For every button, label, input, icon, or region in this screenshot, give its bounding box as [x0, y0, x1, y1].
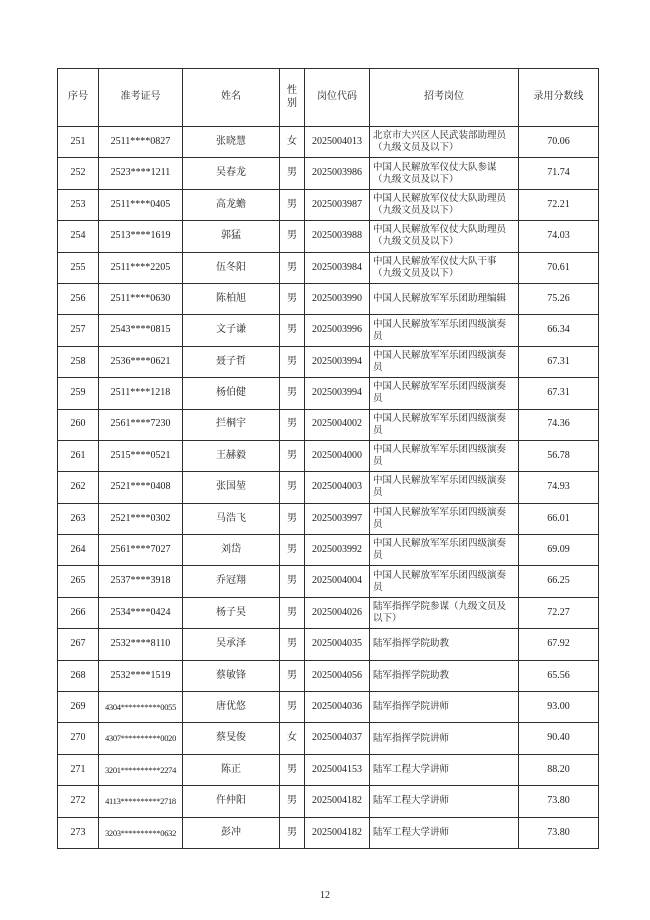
- cell-seq: 262: [58, 472, 99, 503]
- cell-seq: 269: [58, 692, 99, 723]
- cell-seq: 256: [58, 283, 99, 314]
- cell-code: 2025004056: [305, 660, 370, 691]
- cell-seq: 261: [58, 440, 99, 471]
- cell-name: 杨伯健: [183, 378, 280, 409]
- cell-gender: 男: [280, 315, 305, 346]
- recruitment-score-table: [57, 68, 599, 849]
- cell-ticket: 2515****0521: [99, 440, 183, 471]
- table-row: [58, 660, 599, 691]
- cell-ticket: 2511****0827: [99, 127, 183, 158]
- table-row: [58, 535, 599, 566]
- cell-gender: 男: [280, 472, 305, 503]
- cell-score: 69.09: [519, 535, 599, 566]
- cell-code: 2025003990: [305, 283, 370, 314]
- cell-name: 蔡敏锋: [183, 660, 280, 691]
- cell-position: 中国人民解放军军乐团四级演奏员: [370, 346, 519, 377]
- cell-gender: 男: [280, 786, 305, 817]
- cell-name: 唐优悠: [183, 692, 280, 723]
- cell-score: 72.27: [519, 597, 599, 628]
- cell-score: 74.36: [519, 409, 599, 440]
- cell-code: 2025004026: [305, 597, 370, 628]
- cell-name: 郭猛: [183, 221, 280, 252]
- table-row: [58, 566, 599, 597]
- table-row: [58, 597, 599, 628]
- column-header-name: 姓名: [183, 69, 280, 127]
- cell-ticket: 2543****0815: [99, 315, 183, 346]
- cell-position: 陆军指挥学院参谋（九级文员及以下）: [370, 597, 519, 628]
- cell-code: 2025004000: [305, 440, 370, 471]
- cell-gender: 女: [280, 127, 305, 158]
- cell-gender: 男: [280, 158, 305, 189]
- cell-seq: 264: [58, 535, 99, 566]
- cell-ticket: 2561****7027: [99, 535, 183, 566]
- column-header-score: 录用分数线: [519, 69, 599, 127]
- cell-ticket: 2523****1211: [99, 158, 183, 189]
- cell-gender: 女: [280, 723, 305, 754]
- table-row: [58, 378, 599, 409]
- column-header-seq: 序号: [58, 69, 99, 127]
- cell-code: 2025004182: [305, 817, 370, 848]
- cell-name: 聂子哲: [183, 346, 280, 377]
- cell-seq: 254: [58, 221, 99, 252]
- table-row: [58, 127, 599, 158]
- cell-ticket: 2521****0408: [99, 472, 183, 503]
- cell-score: 74.03: [519, 221, 599, 252]
- cell-seq: 253: [58, 189, 99, 220]
- table-body: [58, 127, 599, 849]
- cell-ticket: 2511****0630: [99, 283, 183, 314]
- table-row: [58, 786, 599, 817]
- cell-name: 张晓慧: [183, 127, 280, 158]
- cell-name: 文子谦: [183, 315, 280, 346]
- cell-score: 66.01: [519, 503, 599, 534]
- table-row: [58, 472, 599, 503]
- cell-code: 2025004182: [305, 786, 370, 817]
- cell-gender: 男: [280, 189, 305, 220]
- cell-score: 71.74: [519, 158, 599, 189]
- cell-position: 中国人民解放军军乐团四级演奏员: [370, 409, 519, 440]
- table-row: [58, 252, 599, 283]
- cell-position: 中国人民解放军仪仗大队助理员（九级文员及以下）: [370, 189, 519, 220]
- cell-ticket: 2511****2205: [99, 252, 183, 283]
- cell-code: 2025003988: [305, 221, 370, 252]
- cell-gender: 男: [280, 597, 305, 628]
- cell-position: 中国人民解放军仪仗大队助理员（九级文员及以下）: [370, 221, 519, 252]
- cell-gender: 男: [280, 692, 305, 723]
- cell-ticket: 2536****0621: [99, 346, 183, 377]
- cell-ticket: 3203**********0632: [99, 817, 183, 848]
- cell-code: 2025004002: [305, 409, 370, 440]
- cell-seq: 272: [58, 786, 99, 817]
- table-row: [58, 503, 599, 534]
- table-row: [58, 723, 599, 754]
- table-row: [58, 409, 599, 440]
- cell-code: 2025004037: [305, 723, 370, 754]
- table-row: [58, 440, 599, 471]
- cell-gender: 男: [280, 503, 305, 534]
- cell-code: 2025004004: [305, 566, 370, 597]
- cell-name: 仵仲阳: [183, 786, 280, 817]
- cell-seq: 252: [58, 158, 99, 189]
- cell-score: 56.78: [519, 440, 599, 471]
- cell-seq: 260: [58, 409, 99, 440]
- cell-score: 90.40: [519, 723, 599, 754]
- cell-position: 陆军指挥学院助教: [370, 629, 519, 660]
- table-row: [58, 692, 599, 723]
- cell-position: 中国人民解放军军乐团四级演奏员: [370, 440, 519, 471]
- cell-position: 陆军指挥学院讲师: [370, 692, 519, 723]
- table-row: [58, 346, 599, 377]
- cell-name: 乔冠翔: [183, 566, 280, 597]
- cell-gender: 男: [280, 535, 305, 566]
- column-header-gender: 性别: [280, 69, 305, 127]
- cell-name: 拦桐宇: [183, 409, 280, 440]
- cell-gender: 男: [280, 754, 305, 785]
- cell-ticket: 3201**********2274: [99, 754, 183, 785]
- cell-position: 中国人民解放军仪仗大队干事（九级文员及以下）: [370, 252, 519, 283]
- table-row: [58, 315, 599, 346]
- table-row: [58, 817, 599, 848]
- cell-gender: 男: [280, 629, 305, 660]
- column-header-code: 岗位代码: [305, 69, 370, 127]
- cell-gender: 男: [280, 566, 305, 597]
- cell-score: 70.61: [519, 252, 599, 283]
- cell-name: 陈正: [183, 754, 280, 785]
- cell-seq: 265: [58, 566, 99, 597]
- column-header-position: 招考岗位: [370, 69, 519, 127]
- cell-gender: 男: [280, 378, 305, 409]
- page-number: 12: [320, 890, 330, 901]
- cell-score: 67.31: [519, 378, 599, 409]
- cell-name: 王赫毅: [183, 440, 280, 471]
- cell-name: 蔡旻俊: [183, 723, 280, 754]
- cell-position: 中国人民解放军仪仗大队参谋（九级文员及以下）: [370, 158, 519, 189]
- cell-name: 高龙蟾: [183, 189, 280, 220]
- cell-code: 2025003987: [305, 189, 370, 220]
- cell-code: 2025003986: [305, 158, 370, 189]
- cell-seq: 257: [58, 315, 99, 346]
- cell-code: 2025003992: [305, 535, 370, 566]
- cell-position: 中国人民解放军军乐团四级演奏员: [370, 378, 519, 409]
- cell-gender: 男: [280, 221, 305, 252]
- cell-code: 2025003984: [305, 252, 370, 283]
- cell-seq: 273: [58, 817, 99, 848]
- cell-code: 2025003994: [305, 378, 370, 409]
- table-row: [58, 283, 599, 314]
- cell-name: 马浩飞: [183, 503, 280, 534]
- cell-score: 67.92: [519, 629, 599, 660]
- cell-code: 2025004003: [305, 472, 370, 503]
- cell-position: 陆军工程大学讲师: [370, 786, 519, 817]
- cell-score: 65.56: [519, 660, 599, 691]
- cell-name: 吴春龙: [183, 158, 280, 189]
- cell-code: 2025004153: [305, 754, 370, 785]
- cell-gender: 男: [280, 817, 305, 848]
- cell-position: 中国人民解放军军乐团四级演奏员: [370, 535, 519, 566]
- cell-score: 73.80: [519, 817, 599, 848]
- table-row: [58, 158, 599, 189]
- cell-name: 彭冲: [183, 817, 280, 848]
- cell-score: 72.21: [519, 189, 599, 220]
- cell-seq: 258: [58, 346, 99, 377]
- cell-code: 2025004013: [305, 127, 370, 158]
- cell-seq: 259: [58, 378, 99, 409]
- cell-score: 67.31: [519, 346, 599, 377]
- cell-gender: 男: [280, 346, 305, 377]
- cell-seq: 255: [58, 252, 99, 283]
- cell-seq: 267: [58, 629, 99, 660]
- cell-code: 2025004036: [305, 692, 370, 723]
- cell-position: 中国人民解放军军乐团四级演奏员: [370, 566, 519, 597]
- header-row: [58, 69, 599, 127]
- cell-score: 93.00: [519, 692, 599, 723]
- cell-position: 中国人民解放军军乐团助理编辑: [370, 283, 519, 314]
- cell-position: 陆军指挥学院讲师: [370, 723, 519, 754]
- cell-ticket: 2513****1619: [99, 221, 183, 252]
- cell-score: 70.06: [519, 127, 599, 158]
- cell-ticket: 4304**********0055: [99, 692, 183, 723]
- cell-ticket: 2521****0302: [99, 503, 183, 534]
- cell-position: 中国人民解放军军乐团四级演奏员: [370, 315, 519, 346]
- cell-code: 2025003996: [305, 315, 370, 346]
- cell-gender: 男: [280, 283, 305, 314]
- cell-score: 73.80: [519, 786, 599, 817]
- table-row: [58, 189, 599, 220]
- cell-ticket: 2537****3918: [99, 566, 183, 597]
- cell-seq: 251: [58, 127, 99, 158]
- cell-position: 中国人民解放军军乐团四级演奏员: [370, 472, 519, 503]
- cell-position: 陆军工程大学讲师: [370, 817, 519, 848]
- cell-seq: 268: [58, 660, 99, 691]
- table-row: [58, 221, 599, 252]
- cell-ticket: 2511****0405: [99, 189, 183, 220]
- cell-score: 74.93: [519, 472, 599, 503]
- cell-code: 2025003997: [305, 503, 370, 534]
- cell-position: 中国人民解放军军乐团四级演奏员: [370, 503, 519, 534]
- cell-name: 伍冬阳: [183, 252, 280, 283]
- cell-code: 2025003994: [305, 346, 370, 377]
- cell-ticket: 2532****1519: [99, 660, 183, 691]
- cell-name: 刘岱: [183, 535, 280, 566]
- cell-position: 北京市大兴区人民武装部助理员（九级文员及以下）: [370, 127, 519, 158]
- cell-code: 2025004035: [305, 629, 370, 660]
- cell-score: 75.26: [519, 283, 599, 314]
- cell-ticket: 2532****8110: [99, 629, 183, 660]
- cell-name: 杨子昊: [183, 597, 280, 628]
- cell-ticket: 4113**********2718: [99, 786, 183, 817]
- cell-name: 吴承泽: [183, 629, 280, 660]
- cell-ticket: 2511****1218: [99, 378, 183, 409]
- column-header-ticket: 准考证号: [99, 69, 183, 127]
- cell-gender: 男: [280, 252, 305, 283]
- cell-ticket: 4307**********0020: [99, 723, 183, 754]
- cell-seq: 263: [58, 503, 99, 534]
- cell-score: 66.34: [519, 315, 599, 346]
- cell-gender: 男: [280, 660, 305, 691]
- cell-ticket: 2534****0424: [99, 597, 183, 628]
- cell-position: 陆军工程大学讲师: [370, 754, 519, 785]
- cell-score: 88.20: [519, 754, 599, 785]
- cell-gender: 男: [280, 409, 305, 440]
- cell-seq: 266: [58, 597, 99, 628]
- cell-seq: 271: [58, 754, 99, 785]
- table-row: [58, 754, 599, 785]
- cell-ticket: 2561****7230: [99, 409, 183, 440]
- cell-position: 陆军指挥学院助教: [370, 660, 519, 691]
- cell-score: 66.25: [519, 566, 599, 597]
- cell-gender: 男: [280, 440, 305, 471]
- cell-seq: 270: [58, 723, 99, 754]
- cell-name: 张国堃: [183, 472, 280, 503]
- cell-name: 陈柏旭: [183, 283, 280, 314]
- table-row: [58, 629, 599, 660]
